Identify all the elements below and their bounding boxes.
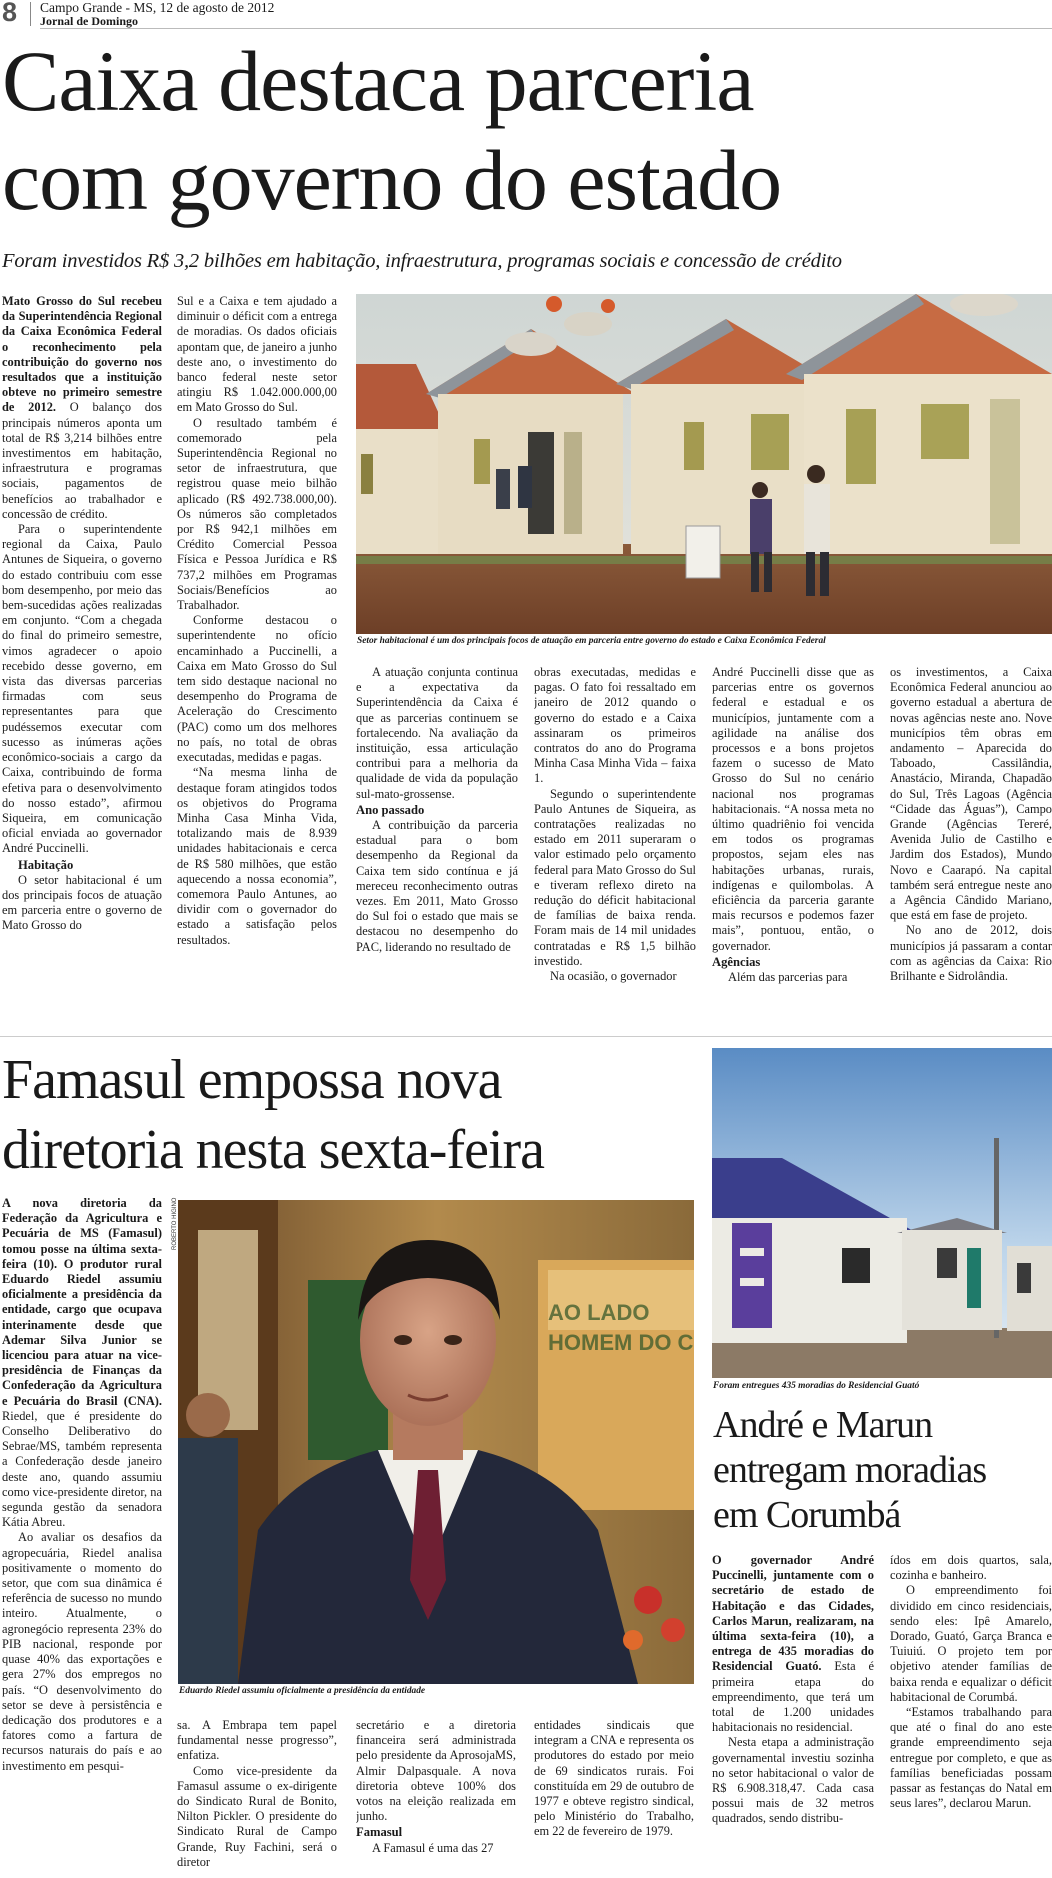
article3-photo-caption: Foram entregues 435 moradias do Residencial Guató [713,1381,920,1391]
article2-column-4 [534,1718,694,1878]
page-number: 8 [2,0,18,27]
article1-column-3 [356,665,518,1030]
photo-background-text-1: AO LADO [548,1300,650,1325]
article3-headline-line2: entregam moradias [713,1449,987,1491]
article3-paragraph: ídos em dois quartos, sala, cozinha e banheiro. [890,1553,1052,1583]
article1-column-6 [890,665,1052,1030]
houses-illustration [356,294,1052,634]
article2-photo-caption: Eduardo Riedel assumiu oficialmente a presidência da entidade [179,1686,426,1696]
article2-lead: A nova diretoria da Federação da Agricultura e Pecuária de MS (Famasul) tomou posse na última sexta-feira (10). O produtor rural Eduardo Riedel assumiu oficialmente a presidência da entidade, cargo que ocupava interinamente desde que Ademar Silva Junior se licenciou para atuar na vice-presidência de Finanças da Confederação da Agricultura e Pecuária do Brasil (CNA). [2,1196,162,1408]
photo-background-text-2: HOMEM DO C [548,1330,694,1355]
article2-subheading-famasul: Famasul [356,1825,403,1840]
article2-paragraph: sa. A Embrapa tem papel fundamental nesse progresso”, enfatiza. [177,1718,337,1763]
residencial-illustration [712,1048,1052,1378]
article1-column-2 [177,294,337,1029]
article3-headline-line3: em Corumbá [713,1494,901,1536]
article2-paragraph: secretário e a diretoria financeira será administrada pelo presidente da AprosojaMS, Almir Dalpasquale. A nova diretoria obteve 100% dos votos na eleição realizada em junho. [356,1718,516,1824]
article1-column-1 [2,294,162,1029]
article1-paragraph: Além das parcerias para [728,970,848,985]
header-divider [30,2,31,26]
article1-paragraph: os investimentos, a Caixa Econômica Federal anunciou ao governo estadual a abertura de novas agências neste ano. Nove municípios têm obras em andamento – Aparecida do Taboado, Cassilândia, Anastácio, Miranda, Chapadão do Sul, Três Lagoas (Agência “Cidade das Águas”), Campo Grande (Agências Tereré, Avenida Julio de Castilho e Jardim dos Estados), Mundo Novo e Caarapó. Na capital também será entregue neste ano a Agência Cândido Mariano, que está em fase de projeto. [890,665,1052,923]
article1-paragraph: André Puccinelli disse que as parcerias entre os governos federal e estadual e os municípios, juntamente com a agilidade na análise dos processos e a bons projetos fazem o sucesso de Mato Grosso do Sul no cenário nacional nos programas habitacionais. “A nossa meta no último quadriênio foi vencida em todos os programas propostos, sejam eles nas habitações urbanas, rurais, indígenas e quilombolas. A eficiência da parceria garante mais recursos e podemos fazer mais”, pontuou, então, o governador. [712,665,874,953]
article1-paragraph: obras executadas, medidas e pagas. O fato foi ressaltado em janeiro de 2012 quando o governo do estado e a Caixa assinaram os primeiros contratos do ano do Programa Minha Casa Minha Vida – faixa 1. [534,665,696,786]
article1-paragraph: Na ocasião, o governador [550,969,677,984]
article3-paragraph: Nesta etapa a administração governamental investiu sozinha no setor habitacional o valor de R$ 6.908.318,47. Cada casa possui mais de 32 metros quadrados, sendo distribu- [712,1735,874,1826]
article3-lead-rest: Esta é primeira etapa do empreendimento, que terá um total de 1.200 unidades habitacionais no residencial. [712,1659,874,1735]
article2-headline-line2: diretoria nesta sexta-feira [2,1119,545,1181]
article1-paragraph: Para o superintendente regional da Caixa, Paulo Antunes de Siqueira, o governo do estado contribuiu com esse bom desempenho, por meio das bem-sucedidas ações realizadas em conjunto. “Com a chegada do final do primeiro semestre, vimos agradecer o apoio recebido desse governo, em vista das diversas parcerias firmadas com seus representantes para que pudéssemos executar com sucesso as inúmeras ações econômico-sociais a cargo da Caixa, contribuindo de forma efetiva para o desenvolvimento do nosso estado”, afirmou Siqueira, em comunicação oficial enviada ao governador André Puccinelli. [2,522,162,856]
article3-paragraph: “Estamos trabalhando para que até o final do ano este grande empreendimento seja entregue por completo, e que as famílias beneficiadas possam passar as festanças do Natal em seus lares”, declarou Marun. [890,1705,1052,1811]
article2-paragraph: Como vice-presidente da Famasul assume o ex-dirigente do Sindicato Rural de Bonito, Nilton Pickler. O presidente do Sindicato Rural de Campo Grande, Ruy Fachini, será o diretor [177,1763,337,1869]
article2-paragraph: entidades sindicais que integram a CNA e representa os produtores do estado por meio de 69 sindicatos rurais. Foi constituída em 29 de outubro de 1977 e obteve registro sindical, pelo Ministério do Trabalho, em 22 de fevereiro de 1979. [534,1718,694,1839]
section-divider [0,1036,1052,1037]
article1-photo-houses [356,294,1052,634]
article3-column-1 [712,1553,874,1878]
article2-paragraph: Ao avaliar os desafios da agropecuária, Riedel analisa positivamente o momento do setor, que com sua dinâmica é referência de sucesso no mundo inteiro. Atualmente, o agronegócio representa 23% do PIB nacional, responde por quase 40% das exportações e gera 27% dos empregos no país. “O desenvolvimento do setor se deve à persistência e dedicação dos produtores e a fatores como a fartura de recursos naturais do país e ao investimento em pesqui- [2,1530,162,1773]
portrait-illustration [178,1200,694,1684]
article1-paragraph: No ano de 2012, dois municípios já passaram a contar com as agências da Caixa: Rio Brilhante e Sidrolândia. [890,923,1052,984]
article1-photo-caption: Setor habitacional é um dos principais focos de atuação em parceria entre governo do estado e Caixa Econômica Federal [357,636,826,646]
article1-lead: Mato Grosso do Sul recebeu da Superintendência Regional da Caixa Econômica Federal o reconhecimento pela contribuição do governo nos resultados que a instituição obteve no primeiro semestre de 2012. [2,294,162,415]
article1-subheading-habitacao: Habitação [18,857,74,872]
header-rule [40,28,1052,29]
article3-headline-line1: André e Marun [713,1404,933,1446]
article2-paragraph: A Famasul é uma das 27 [372,1840,494,1855]
article1-headline-line2: com governo do estado [2,132,782,228]
article2-headline-line1: Famasul empossa nova [2,1049,502,1111]
article1-headline-line1: Caixa destaca parceria [2,33,754,129]
article3-lead: O governador André Puccinelli, juntamente com o secretário de estado de Habitação e das Cidades, Carlos Marun, realizaram, na última sexta-feira (10), a entrega de 435 moradias do Residencial Guató. [712,1553,874,1674]
article1-column-5 [712,665,874,1030]
article1-paragraph: A contribuição da parceria estadual para o bom desempenho da Regional da Caixa tem sido contínua e já mereceu reconhecimento outras vezes. Em 2011, Mato Grosso do Sul foi o estado que mais se destacou no desempenho do PAC, liderando no resultado de [356,818,518,954]
article2-photo-portrait [178,1200,694,1684]
article1-subheading-agencias: Agências [712,954,761,969]
article2-column-1 [2,1196,162,1878]
article3-column-2 [890,1553,1052,1878]
article1-subheading-ano-passado: Ano passado [356,802,425,817]
article2-column-3 [356,1718,516,1878]
article1-paragraph: “Na mesma linha de destaque foram atingidos todos os objetivos do Programa Minha Casa Minha Vida, totalizando mais de 8.939 unidades habitacionais e cerca de R$ 580 milhões, que estão aquecendo a nossa economia”, comemora Paulo Antunes, ao dividir com o governador do estado a satisfação pelos resultados. [177,765,337,947]
article1-paragraph: Segundo o superintendente Paulo Antunes de Siqueira, as contratações realizadas no estado em 2011 superaram o valor estimado pelo orçamento federal para Mato Grosso do Sul e tiveram reflexo direto na redução do déficit habitacional de famílias de baixa renda. Foram mais de 14 mil unidades contratadas e R$ 1,5 bilhão investido. [534,786,696,968]
article2-column-2 [177,1718,337,1878]
section-name: Jornal de Domingo [40,14,139,28]
article1-paragraph: Sul e a Caixa e tem ajudado a diminuir o déficit com a entrega de moradias. Os dados oficiais apontam que, de janeiro a junho deste ano, o investimento do banco federal neste setor atingiu R$ 1.042.000.000,00 em Mato Grosso do Sul. [177,294,337,415]
article3-photo-residencial [712,1048,1052,1378]
dateline: Campo Grande - MS, 12 de agosto de 2012 [40,0,275,15]
article1-lead-rest: O balanço dos principais números aponta um total de R$ 3,214 bilhões entre investimentos em habitação, infraestrutura e programas sociais, pagamentos de benefícios ao trabalhador e concessão de crédito. [2,400,162,521]
article1-column-4 [534,665,696,1030]
article3-paragraph: O empreendimento foi dividido em cinco residenciais, sendo eles: Ipê Amarelo, Dorado, Guató, Garça Branca e Tuiuiú. O projeto tem por objetivo atender famílias de baixa renda e equalizar o déficit habitacional de Corumbá. [890,1583,1052,1704]
article2-photo-credit: ROBERTO HIGINO [172,1197,178,1250]
article1-paragraph: Conforme destacou o superintendente no ofício encaminhado a Puccinelli, a Caixa em Mato Grosso do Sul tem sido destaque nacional no desempenho do Programa de Aceleração do Crescimento (PAC) como um dos melhores no país, no total de obras executadas, medidas e pagas. [177,613,337,765]
article2-lead-rest: Riedel, que é presidente do Conselho Deliberativo do Sebrae/MS, também representa a Confederação desde janeiro deste ano, quando assumiu como vice-presidente diretor, na segunda gestão da senadora Kátia Abreu. [2,1408,162,1530]
article1-subhead: Foram investidos R$ 3,2 bilhões em habitação, infraestrutura, programas sociais e concessão de crédito [2,250,842,272]
article1-paragraph: O setor habitacional é um dos principais focos de atuação em parceria entre o governo de Mato Grosso do [2,872,162,933]
article1-paragraph: A atuação conjunta continua e a expectativa da Superintendência da Caixa é que as parcerias continuem se fortalecendo. Na avaliação da instituição, essa articulação contribui para a melhoria da qualidade de vida da população sul-mato-grossense. [356,665,518,801]
article1-paragraph: O resultado também é comemorado pela Superintendência Regional no setor de infraestrutura, que registrou quase meio bilhão aplicado (R$ 492.738.000,00). Os números são completados por R$ 942,1 milhões em Crédito Comercial Pessoa Física e Pessoa Jurídica e R$ 737,2 milhões em Programas Sociais/Benefícios ao Trabalhador. [177,415,337,613]
page-header [0,0,1052,30]
